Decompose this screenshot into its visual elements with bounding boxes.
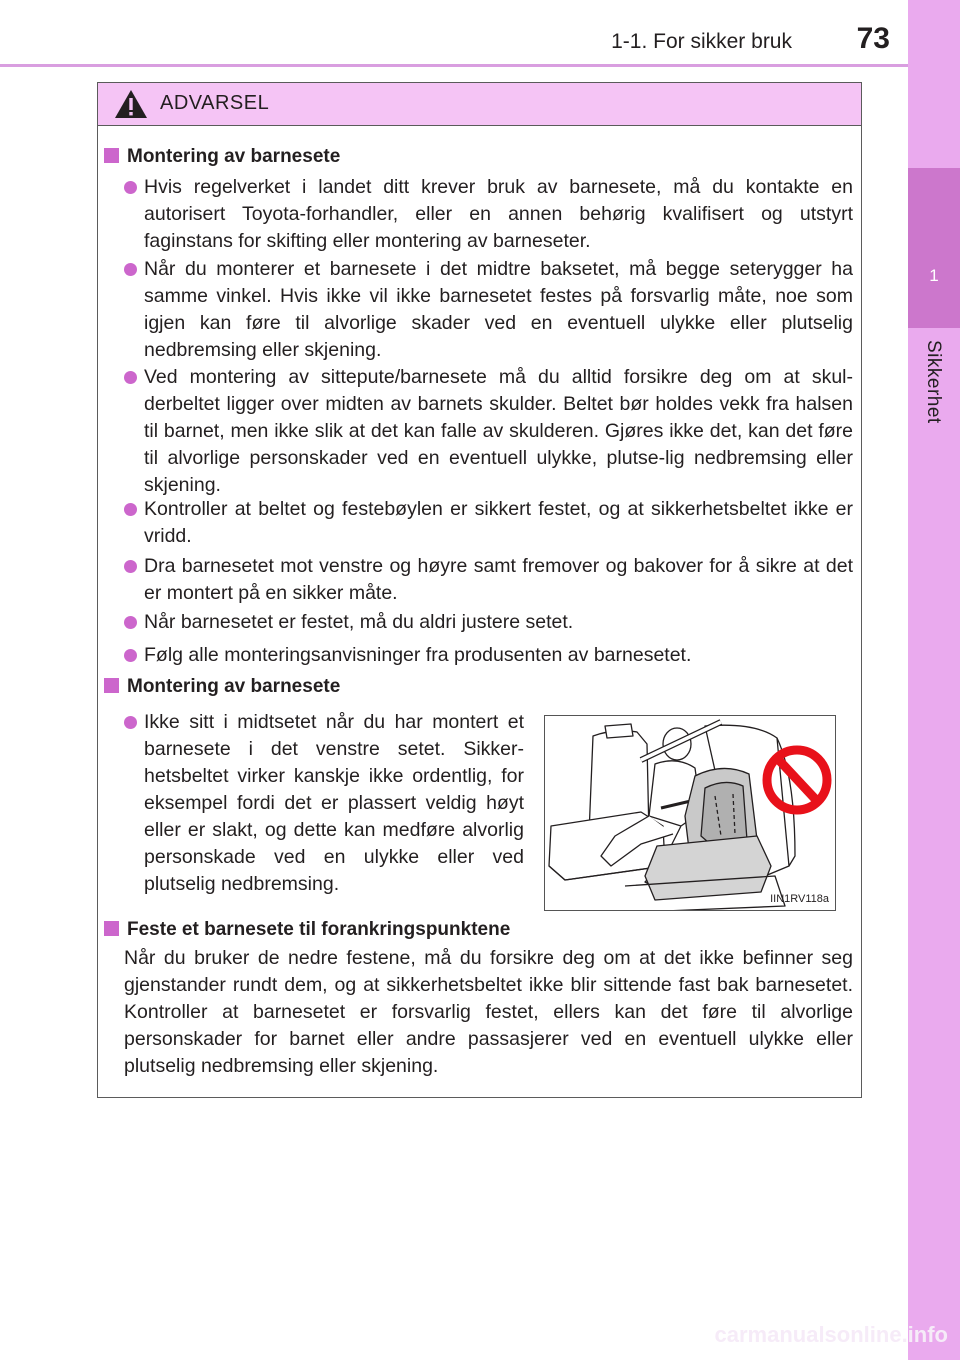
bullet-dot-icon [124, 371, 137, 384]
section-heading-text: Montering av barnesete [127, 676, 341, 697]
page-number: 73 [856, 22, 890, 55]
bullet-dot-icon [124, 616, 137, 629]
list-item [144, 174, 853, 255]
list-item-text: Følg alle monteringsanvisninger fra produsenten av barnesetet. [144, 644, 692, 666]
chapter-label: Sikkerhet [923, 340, 944, 424]
list-item-text: Hvis regelverket i landet ditt krever bruk av barnesete, må du kontakte en autorisert Toyota-forhandler, eller en annen behørig kvalifisert og utstyrt faginstans for skifting eller montering av barneseter. [144, 176, 853, 252]
warning-title: ADVARSEL [160, 92, 270, 114]
bullet-dot-icon [124, 560, 137, 573]
square-bullet-icon [104, 921, 119, 936]
bullet-dot-icon [124, 263, 137, 276]
header-divider [0, 64, 908, 67]
list-item-text: Ved montering av sittepute/barnesete må du alltid forsikre deg om at skul-derbeltet ligger over midten av barnets skulder. Beltet bør holdes vekk fra halsen til barnet, men ikke slik at det kan falle av skulderen. Gjøres ikke det, kan det føre til alvorlige personskader ved en eventuell ulykke, plutse-lig nedbremsing eller skjening. [144, 366, 853, 496]
bullet-dot-icon [124, 503, 137, 516]
section-heading-1 [104, 146, 340, 168]
bullet-dot-icon [124, 716, 137, 729]
list-item [144, 256, 853, 364]
list-item [144, 642, 853, 669]
list-item [144, 553, 853, 607]
chapter-number: 1 [908, 168, 960, 328]
section-heading-text: Montering av barnesete [127, 146, 341, 167]
square-bullet-icon [104, 148, 119, 163]
section-heading-2 [104, 676, 340, 698]
section-heading-3 [104, 919, 510, 941]
list-item-text: Når barnesetet er festet, må du aldri justere setet. [144, 611, 574, 633]
figure-code: IIN1RV118a [770, 893, 829, 905]
list-item [144, 709, 524, 898]
child-seat-drawing [545, 716, 836, 911]
bullet-dot-icon [124, 649, 137, 662]
list-item [144, 364, 853, 499]
list-item-text: Dra barnesetet mot venstre og høyre samt fremover og bakover for å sikre at det er montert på en sikker måte. [144, 555, 853, 604]
watermark-text: carmanualsonline.info [714, 1322, 948, 1347]
warning-triangle-icon [114, 89, 148, 119]
warning-header [98, 83, 861, 126]
section-paragraph: Når du bruker de nedre festene, må du forsikre deg om at det ikke befinner seg gjenstander rundt dem, og at sikkerhetsbeltet ikke blir sittende fast bak barnesetet. Kontroller at barnesetet er forsvarlig festet, ellers kan det føre til alvorlige personskader for barnet eller andre passasjerer ved en eventuell ulykke eller plutselig nedbremsing eller skjening. [124, 947, 853, 1077]
section-heading-text: Feste et barnesete til forankringspunktene [127, 919, 511, 940]
child-seat-illustration [544, 715, 836, 911]
square-bullet-icon [104, 678, 119, 693]
list-item-text: Når du monterer et barnesete i det midtre baksetet, må begge seterygger ha samme vinkel. Hvis ikke vil ikke barnesetet festes på forsvarlig måte, noe som igjen kan føre til alvorlige skader ved en eventuell ulykke eller plutselig nedbremsing eller skjening. [144, 258, 853, 361]
list-item [144, 496, 853, 550]
chapter-side-tab [908, 0, 960, 1360]
section-title: 1-1. For sikker bruk [611, 30, 792, 53]
list-item-text: Kontroller at beltet og festebøylen er sikkert festet, og at sikkerhetsbeltet ikke er vridd. [144, 498, 853, 547]
bullet-dot-icon [124, 181, 137, 194]
list-item-text: Ikke sitt i midtsetet når du har montert et barnesete i det venstre setet. Sikker-hetsbeltet virker kanskje ikke ordentlig, for eksempel fordi det er plassert veldig høyt eller er slakt, og dette kan medføre alvorlig personskade ved en ulykke eller ved plutselig nedbremsing. [144, 711, 524, 895]
list-item [144, 609, 853, 636]
